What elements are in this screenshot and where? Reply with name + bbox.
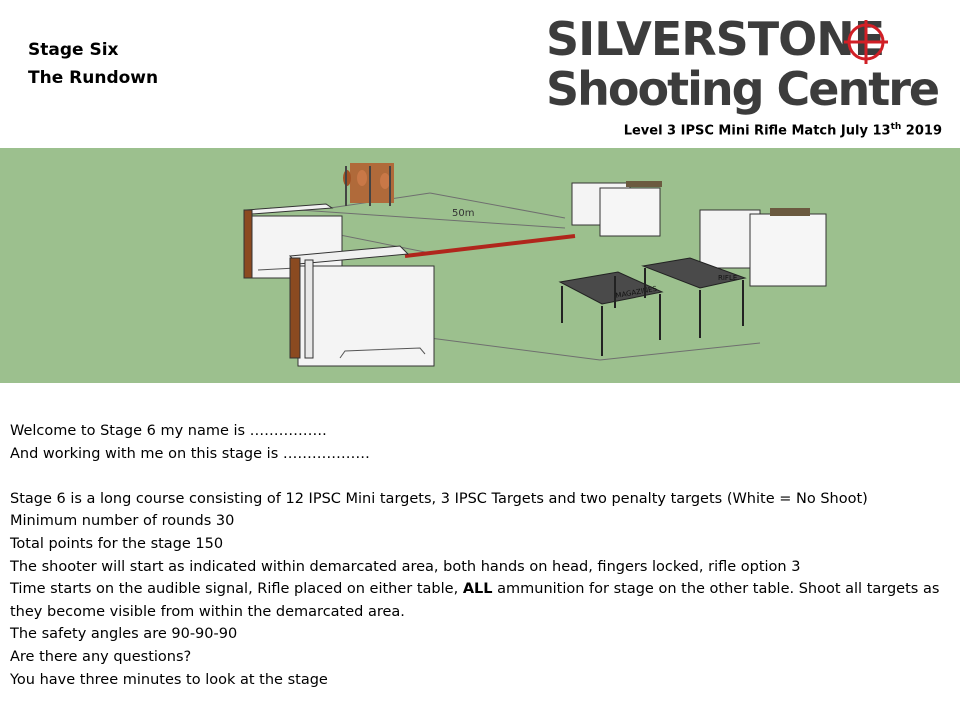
- ipsc-targets: [343, 163, 394, 206]
- welcome-line: Welcome to Stage 6 my name is …………….: [10, 423, 327, 439]
- logo-line-1: SILVERSTONE: [546, 12, 885, 66]
- time-start: Time starts on the audible signal, Rifle placed on either table, ALL ammunition for stage on the other table. Shoot all targets as they become visible from within the demarcated area.: [10, 581, 940, 620]
- stage-name: The Rundown: [28, 68, 159, 88]
- working-with-line: And working with me on this stage is ………………: [10, 445, 370, 462]
- match-info: Level 3 IPSC Mini Rifle Match July 13th 2019: [623, 122, 942, 139]
- look-time-line: You have three minutes to look at the stage: [10, 671, 328, 688]
- table-rifle: [643, 258, 745, 338]
- target-reticle-icon: [544, 12, 944, 116]
- total-points: Total points for the stage 150: [10, 535, 224, 552]
- svg-text:RIFLE: RIFLE: [718, 274, 738, 282]
- safety-angles: The safety angles are 90-90-90: [10, 626, 238, 643]
- stage-title: [28, 36, 158, 92]
- barricade-right-back: [572, 181, 662, 236]
- min-rounds: Minimum number of rounds 30: [10, 513, 235, 530]
- silverstone-logo: [544, 12, 944, 116]
- table-magazines: [560, 272, 662, 356]
- distance-label: 50m: [452, 208, 475, 219]
- stage-briefing: [10, 420, 950, 691]
- questions-line: Are there any questions?: [10, 648, 192, 665]
- stage-diagram: [0, 148, 960, 383]
- barricade-left-near: [290, 246, 434, 366]
- start-position: The shooter will start as indicated within demarcated area, both hands on head, fingers locked, rifle option 3: [10, 558, 801, 575]
- fault-line: [405, 236, 575, 256]
- logo-line-2: Shooting Centre: [546, 62, 939, 116]
- stage-number: Stage Six: [28, 40, 119, 60]
- svg-text:MAGAZINES: MAGAZINES: [614, 284, 658, 300]
- stage-description: Stage 6 is a long course consisting of 12 IPSC Mini targets, 3 IPSC Targets and two penalty targets (White = No Shoot): [10, 490, 868, 507]
